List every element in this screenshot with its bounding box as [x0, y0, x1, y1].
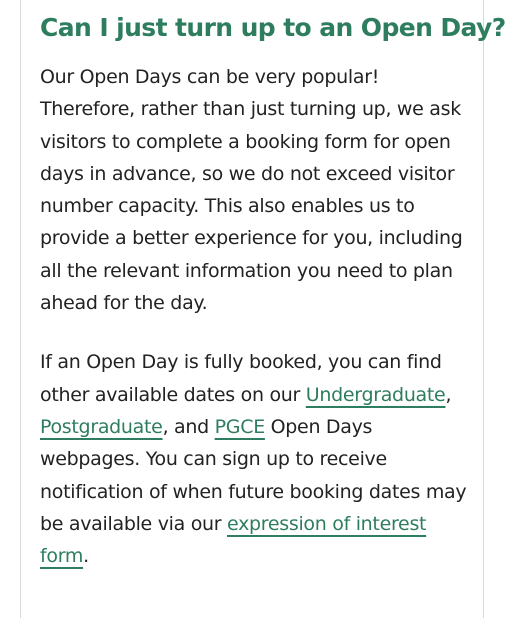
separator-text: ,: [445, 383, 452, 406]
separator-text: , and: [162, 415, 215, 438]
undergraduate-link[interactable]: Undergraduate: [305, 383, 446, 406]
faq-title: Can I just turn up to an Open Day?: [40, 13, 506, 42]
faq-paragraph-1: Our Open Days can be very popular! Therefore, rather than just turning up, we ask visitors to complete a booking form for open days in advance, so we do not exceed visitor number capacity. This also enables us to provide a better experience for you, including all the relevant information you need to plan ahead for the day.: [40, 66, 463, 315]
paragraph-text: Open Days webpages. You can sign up to receive notification of when future booking dates may be available via our: [40, 415, 467, 535]
paragraph-text: If an Open Day is fully booked, you can find other available dates on our: [40, 351, 442, 406]
faq-content: [40, 0, 506, 572]
faq-paragraph-2: [40, 346, 470, 572]
postgraduate-link[interactable]: Postgraduate: [40, 415, 163, 438]
paragraph-text: .: [83, 545, 89, 568]
expression-of-interest-link[interactable]: expression of interest form: [40, 512, 427, 568]
pgce-link[interactable]: PGCE: [214, 415, 265, 438]
